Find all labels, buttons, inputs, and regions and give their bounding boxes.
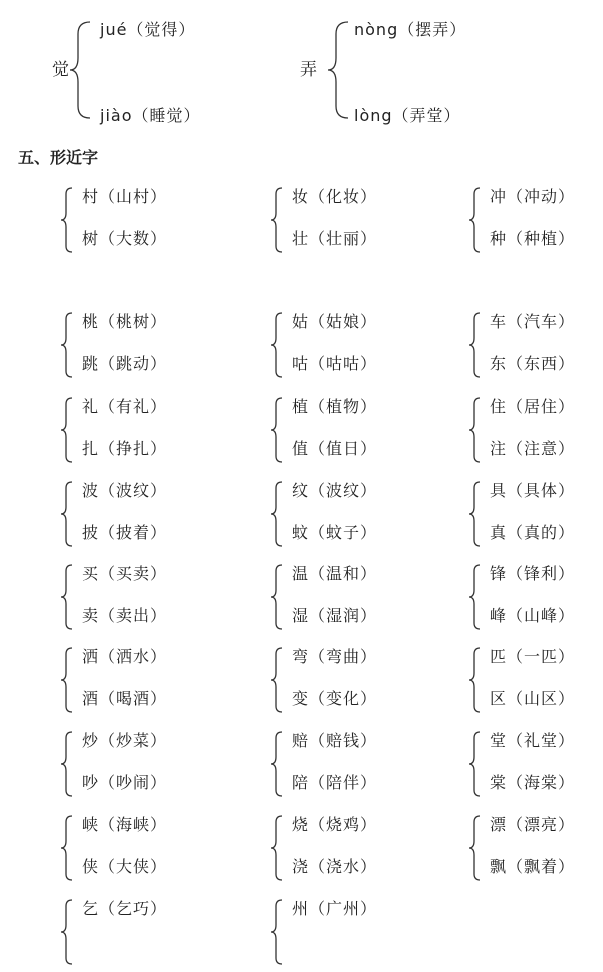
curly-brace-icon bbox=[468, 474, 484, 554]
curly-brace-icon bbox=[60, 474, 76, 554]
curly-brace-icon bbox=[270, 892, 286, 972]
similar-char-group bbox=[468, 640, 598, 720]
similar-char-top: 冲（冲动） bbox=[490, 187, 576, 206]
curly-brace-icon bbox=[60, 892, 76, 972]
curly-brace-icon bbox=[468, 557, 484, 637]
similar-char-bottom: 侠（大侠） bbox=[82, 857, 168, 876]
polyphone-jue bbox=[50, 14, 270, 126]
similar-char-top: 买（买卖） bbox=[82, 564, 168, 583]
similar-char-group bbox=[60, 390, 190, 470]
similar-char-group bbox=[270, 305, 400, 385]
similar-char-group bbox=[270, 724, 400, 804]
similar-char-top: 车（汽车） bbox=[490, 312, 576, 331]
similar-char-bottom: 湿（湿润） bbox=[292, 606, 378, 625]
similar-char-group bbox=[468, 390, 598, 470]
similar-char-top: 赔（赔钱） bbox=[292, 731, 378, 750]
similar-char-top: 漂（漂亮） bbox=[490, 815, 576, 834]
similar-char-bottom: 咕（咕咕） bbox=[292, 354, 378, 373]
similar-char-top: 州（广州） bbox=[292, 899, 378, 918]
similar-char-top: 礼（有礼） bbox=[82, 397, 168, 416]
curly-brace-icon bbox=[60, 557, 76, 637]
similar-char-group bbox=[270, 557, 400, 637]
similar-char-group bbox=[60, 640, 190, 720]
similar-char-top: 弯（弯曲） bbox=[292, 647, 378, 666]
similar-char-group bbox=[60, 474, 190, 554]
curly-brace-icon bbox=[468, 390, 484, 470]
similar-char-bottom: 棠（海棠） bbox=[490, 773, 576, 792]
similar-char-top: 村（山村） bbox=[82, 187, 168, 206]
polyphone-bottom-reading: jiào（睡觉） bbox=[100, 106, 201, 125]
similar-char-top: 峡（海峡） bbox=[82, 815, 168, 834]
similar-char-group bbox=[270, 474, 400, 554]
similar-char-group bbox=[468, 557, 598, 637]
similar-char-group bbox=[270, 640, 400, 720]
similar-char-top: 纹（波纹） bbox=[292, 481, 378, 500]
curly-brace-icon bbox=[60, 640, 76, 720]
similar-char-bottom: 吵（吵闹） bbox=[82, 773, 168, 792]
curly-brace-icon bbox=[468, 724, 484, 804]
similar-char-top: 植（植物） bbox=[292, 397, 378, 416]
similar-char-group bbox=[270, 892, 400, 972]
similar-char-bottom: 真（真的） bbox=[490, 523, 576, 542]
similar-char-top: 匹（一匹） bbox=[490, 647, 576, 666]
similar-char-bottom: 飘（飘着） bbox=[490, 857, 576, 876]
polyphone-bottom-reading: lòng（弄堂） bbox=[354, 106, 461, 125]
similar-char-group bbox=[60, 305, 190, 385]
curly-brace-icon bbox=[60, 724, 76, 804]
curly-brace-icon bbox=[60, 390, 76, 470]
similar-char-group bbox=[468, 180, 598, 260]
curly-brace-icon bbox=[270, 724, 286, 804]
similar-char-bottom: 浇（浇水） bbox=[292, 857, 378, 876]
similar-char-bottom: 卖（卖出） bbox=[82, 606, 168, 625]
similar-char-group bbox=[468, 808, 598, 888]
similar-char-top: 洒（洒水） bbox=[82, 647, 168, 666]
curly-brace-icon bbox=[270, 390, 286, 470]
similar-char-top: 住（居住） bbox=[490, 397, 576, 416]
similar-char-bottom: 树（大数） bbox=[82, 229, 168, 248]
polyphone-top-reading: jué（觉得） bbox=[100, 20, 196, 39]
similar-char-top: 妆（化妆） bbox=[292, 187, 378, 206]
similar-char-group bbox=[60, 557, 190, 637]
similar-char-top: 炒（炒菜） bbox=[82, 731, 168, 750]
similar-char-top: 温（温和） bbox=[292, 564, 378, 583]
polyphone-head: 弄 bbox=[300, 60, 317, 80]
similar-char-top: 堂（礼堂） bbox=[490, 731, 576, 750]
similar-char-group bbox=[468, 474, 598, 554]
similar-char-top: 桃（桃树） bbox=[82, 312, 168, 331]
curly-brace-icon bbox=[60, 305, 76, 385]
curly-brace-icon bbox=[468, 640, 484, 720]
similar-char-bottom: 蚊（蚊子） bbox=[292, 523, 378, 542]
similar-char-top: 波（波纹） bbox=[82, 481, 168, 500]
similar-char-group bbox=[60, 808, 190, 888]
similar-char-group bbox=[270, 180, 400, 260]
similar-char-bottom: 峰（山峰） bbox=[490, 606, 576, 625]
similar-char-top: 乞（乞巧） bbox=[82, 899, 168, 918]
curly-brace-icon bbox=[270, 180, 286, 260]
curly-brace-icon bbox=[50, 14, 90, 126]
curly-brace-icon bbox=[60, 180, 76, 260]
similar-char-top: 具（具体） bbox=[490, 481, 576, 500]
similar-char-group bbox=[270, 390, 400, 470]
similar-char-bottom: 壮（壮丽） bbox=[292, 229, 378, 248]
similar-char-bottom: 披（披着） bbox=[82, 523, 168, 542]
similar-char-group bbox=[270, 808, 400, 888]
similar-char-bottom: 东（东西） bbox=[490, 354, 576, 373]
polyphone-top-reading: nòng（摆弄） bbox=[354, 20, 467, 39]
curly-brace-icon bbox=[468, 180, 484, 260]
similar-char-bottom: 酒（喝酒） bbox=[82, 689, 168, 708]
similar-char-top: 锋（锋利） bbox=[490, 564, 576, 583]
similar-char-bottom: 跳（跳动） bbox=[82, 354, 168, 373]
curly-brace-icon bbox=[298, 14, 348, 126]
similar-char-top: 姑（姑娘） bbox=[292, 312, 378, 331]
similar-char-bottom: 注（注意） bbox=[490, 439, 576, 458]
curly-brace-icon bbox=[270, 305, 286, 385]
curly-brace-icon bbox=[468, 305, 484, 385]
similar-char-bottom: 变（变化） bbox=[292, 689, 378, 708]
similar-char-bottom: 种（种植） bbox=[490, 229, 576, 248]
section-title: 五、形近字 bbox=[18, 148, 99, 167]
similar-char-bottom: 值（值日） bbox=[292, 439, 378, 458]
similar-char-group bbox=[60, 892, 190, 972]
curly-brace-icon bbox=[270, 640, 286, 720]
curly-brace-icon bbox=[270, 557, 286, 637]
curly-brace-icon bbox=[270, 808, 286, 888]
similar-char-bottom: 陪（陪伴） bbox=[292, 773, 378, 792]
curly-brace-icon bbox=[270, 474, 286, 554]
similar-char-group bbox=[468, 305, 598, 385]
similar-char-top: 烧（烧鸡） bbox=[292, 815, 378, 834]
curly-brace-icon bbox=[468, 808, 484, 888]
polyphone-head: 觉 bbox=[52, 60, 69, 80]
curly-brace-icon bbox=[60, 808, 76, 888]
similar-char-bottom: 扎（挣扎） bbox=[82, 439, 168, 458]
similar-char-group bbox=[468, 724, 598, 804]
similar-char-group bbox=[60, 724, 190, 804]
similar-char-bottom: 区（山区） bbox=[490, 689, 576, 708]
polyphone-nong bbox=[298, 14, 518, 126]
similar-char-group bbox=[60, 180, 190, 260]
